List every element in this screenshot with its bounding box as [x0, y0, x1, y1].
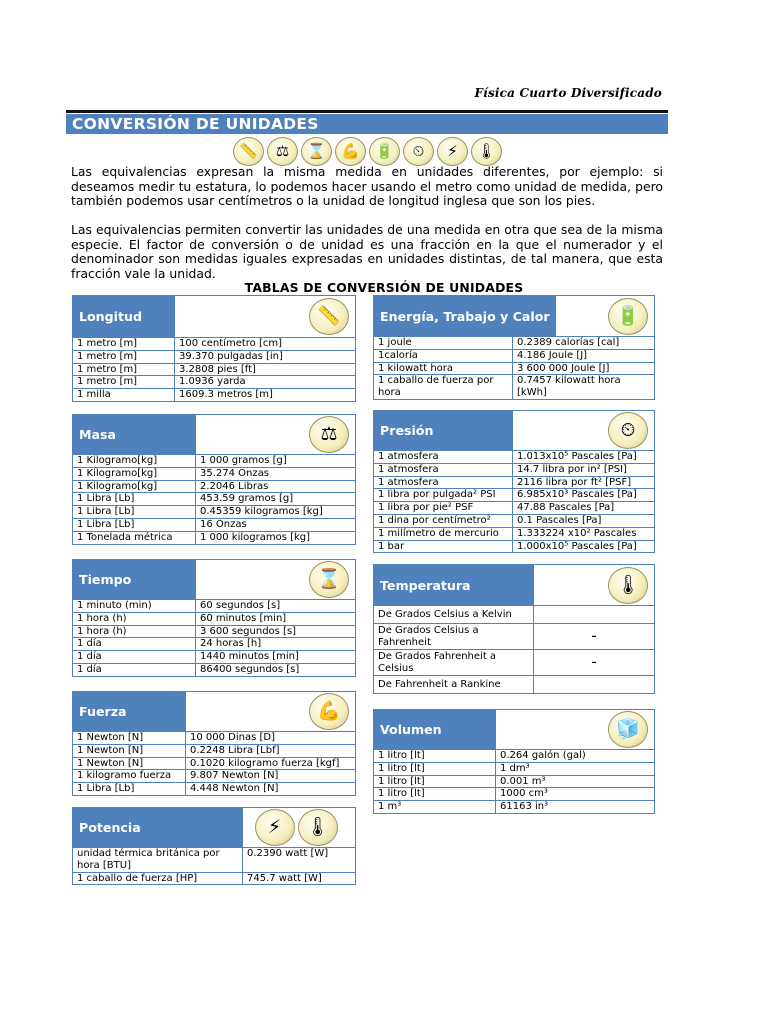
- strongman-icon: 💪: [335, 137, 366, 166]
- power-icon: ⚡: [437, 137, 468, 166]
- unit-cell: 1 Libra [Lb]: [73, 493, 196, 506]
- equivalence-cell: 3 600 000 Joule [J]: [513, 362, 655, 375]
- unit-cell: De Grados Celsius a Kelvin: [374, 606, 534, 624]
- unit-cell: 1 litro [lt]: [374, 775, 496, 788]
- table-row: [374, 349, 655, 362]
- table-row: [374, 775, 655, 788]
- table-title: Longitud: [73, 296, 175, 337]
- header-icons: [233, 137, 502, 166]
- table-row: [73, 638, 356, 651]
- energy-icon: 🔋: [608, 298, 648, 335]
- equivalence-cell: 1000 cm³: [496, 788, 655, 801]
- power-icon: ⚡: [255, 809, 295, 846]
- unit-cell: De Grados Celsius a Fahrenheit: [374, 624, 534, 650]
- unit-cell: 1 día: [73, 638, 196, 651]
- pressure-gauge-icon: ⏲: [403, 137, 434, 166]
- tables-title: TABLAS DE CONVERSIÓN DE UNIDADES: [244, 280, 524, 295]
- subject-header: Física Cuarto Diversificado: [474, 86, 662, 100]
- conversion-table: [72, 731, 356, 796]
- unit-cell: 1 metro [m]: [73, 350, 175, 363]
- conversion-table: [72, 454, 356, 545]
- equivalence-cell: 9.807 Newton [N]: [186, 770, 356, 783]
- table-row: [374, 540, 655, 553]
- scale-icon: ⚖: [267, 137, 298, 166]
- cube-icon: 🧊: [608, 711, 648, 748]
- table-row: [73, 848, 356, 873]
- equivalence-cell: 745.7 watt [W]: [243, 872, 356, 885]
- equivalence-cell: 10 000 Dinas [D]: [186, 732, 356, 745]
- equivalence-cell: 60 minutos [min]: [196, 612, 356, 625]
- unit-cell: 1 dina por centímetro²: [374, 514, 513, 527]
- unit-cell: 1 litro [lt]: [374, 788, 496, 801]
- unit-cell: 1 atmosfera: [374, 463, 513, 476]
- table-row: [374, 451, 655, 464]
- table-presion: [373, 410, 655, 553]
- unit-cell: 1caloría: [374, 349, 513, 362]
- unit-cell: 1 metro [m]: [73, 376, 175, 389]
- equivalence-cell: 0.7457 kilowatt hora [kWh]: [513, 375, 655, 400]
- thermometer-icon: 🌡: [471, 137, 502, 166]
- equivalence-cell: 0.1 Pascales [Pa]: [513, 514, 655, 527]
- ruler-icon: 📏: [309, 298, 349, 335]
- unit-cell: 1 Newton [N]: [73, 744, 186, 757]
- equivalence-cell: 453.59 gramos [g]: [196, 493, 356, 506]
- unit-cell: 1 metro [m]: [73, 338, 175, 351]
- equivalence-cell: 0.001 m³: [496, 775, 655, 788]
- unit-cell: unidad térmica británica por hora [BTU]: [73, 848, 243, 873]
- unit-cell: 1 metro [m]: [73, 363, 175, 376]
- table-row: [73, 518, 356, 531]
- pressure-gauge-icon: ⏲: [608, 412, 648, 449]
- table-row: [73, 872, 356, 885]
- table-row: [374, 362, 655, 375]
- equivalence-cell: 47.88 Pascales [Pa]: [513, 502, 655, 515]
- table-row: [374, 489, 655, 502]
- table-row: [73, 455, 356, 468]
- table-row: [374, 606, 655, 624]
- table-row: [374, 527, 655, 540]
- intro-paragraph-1: Las equivalencias expresan la misma medida en unidades diferentes, por ejemplo: si deseamos medir tu estatura, lo podemos hacer usando el metro como unidad de medida, pero también podemos usar centímetros o la unidad de longitud inglesa que son los pies.: [71, 164, 663, 209]
- table-row: [374, 624, 655, 650]
- conversion-table: [373, 749, 655, 814]
- unit-cell: 1 m³: [374, 801, 496, 814]
- table-longitud: [72, 295, 356, 402]
- table-row: [374, 801, 655, 814]
- table-row: [374, 476, 655, 489]
- table-row: [374, 502, 655, 515]
- equivalence-cell: 1 dm³: [496, 762, 655, 775]
- table-title: Energía, Trabajo y Calor: [374, 296, 556, 336]
- unit-cell: 1 Newton [N]: [73, 732, 186, 745]
- table-row: [73, 363, 356, 376]
- equivalence-cell: 1.0936 yarda: [175, 376, 356, 389]
- equivalence-cell: 14.7 libra por in² [PSI]: [513, 463, 655, 476]
- table-row: [73, 783, 356, 796]
- unit-cell: 1 Tonelada métrica: [73, 531, 196, 544]
- equivalence-cell: 1440 minutos [min]: [196, 651, 356, 664]
- table-masa: [72, 414, 356, 545]
- scale-icon: ⚖: [309, 416, 349, 453]
- equivalence-cell: 1 000 kilogramos [kg]: [196, 531, 356, 544]
- strongman-icon: 💪: [309, 693, 349, 730]
- unit-cell: 1 hora (h): [73, 612, 196, 625]
- table-row: [374, 514, 655, 527]
- unit-cell: 1 Kilogramo[kg]: [73, 455, 196, 468]
- table-row: [73, 732, 356, 745]
- equivalence-cell: 3.2808 pies [ft]: [175, 363, 356, 376]
- conversion-table: [373, 336, 655, 400]
- unit-cell: 1 día: [73, 651, 196, 664]
- equivalence-cell: 39.370 pulgadas [in]: [175, 350, 356, 363]
- table-title: Tiempo: [73, 560, 196, 599]
- equivalence-cell: 1 000 gramos [g]: [196, 455, 356, 468]
- unit-cell: 1 kilowatt hora: [374, 362, 513, 375]
- table-row: [374, 750, 655, 763]
- table-title: Temperatura: [374, 565, 534, 605]
- equivalence-cell: 60 segundos [s]: [196, 600, 356, 613]
- conversion-table: [72, 847, 356, 885]
- equivalence-cell: 0.2390 watt [W]: [243, 848, 356, 873]
- table-row: [73, 663, 356, 676]
- unit-cell: De Grados Fahrenheit a Celsius: [374, 650, 534, 676]
- hourglass-icon: ⌛: [301, 137, 332, 166]
- table-row: [374, 337, 655, 350]
- unit-cell: 1 Kilogramo[kg]: [73, 467, 196, 480]
- unit-cell: 1 Libra [Lb]: [73, 506, 196, 519]
- thermometer-icon: 🌡: [608, 567, 648, 604]
- intro-paragraph-2: Las equivalencias permiten convertir las unidades de una medida en otra que sea de la misma especie. El factor de conversión o de unidad es una fracción en la que el numerador y el denominador son medidas iguales expresadas en unidades distintas, de tal manera, que esta fracción vale la unidad.: [71, 222, 663, 281]
- table-row: [73, 467, 356, 480]
- unit-cell: 1 milímetro de mercurio: [374, 527, 513, 540]
- equivalence-cell: 86400 segundos [s]: [196, 663, 356, 676]
- equivalence-cell: 1.000x10⁵ Pascales [Pa]: [513, 540, 655, 553]
- equivalence-cell: 24 horas [h]: [196, 638, 356, 651]
- table-row: [73, 493, 356, 506]
- unit-cell: 1 Kilogramo[kg]: [73, 480, 196, 493]
- table-row: [73, 531, 356, 544]
- table-row: [73, 612, 356, 625]
- equivalence-cell: –: [534, 624, 655, 650]
- unit-cell: 1 Libra [Lb]: [73, 783, 186, 796]
- unit-cell: 1 libra por pie² PSF: [374, 502, 513, 515]
- conversion-table: [373, 450, 655, 553]
- equivalence-cell: 16 Onzas: [196, 518, 356, 531]
- table-energia: [373, 295, 655, 400]
- equivalence-cell: 1.333224 x10² Pascales: [513, 527, 655, 540]
- conversion-table: [373, 605, 655, 694]
- table-row: [73, 600, 356, 613]
- unit-cell: De Fahrenheit a Rankine: [374, 676, 534, 694]
- equivalence-cell: 1.013x10⁵ Pascales [Pa]: [513, 451, 655, 464]
- equivalence-cell: 1609.3 metros [m]: [175, 389, 356, 402]
- unit-cell: 1 kilogramo fuerza: [73, 770, 186, 783]
- table-row: [374, 676, 655, 694]
- unit-cell: 1 atmosfera: [374, 451, 513, 464]
- unit-cell: 1 hora (h): [73, 625, 196, 638]
- table-row: [374, 375, 655, 400]
- table-row: [73, 651, 356, 664]
- equivalence-cell: 0.2248 Libra [Lbf]: [186, 744, 356, 757]
- header-rule: [66, 110, 668, 113]
- equivalence-cell: 4.186 Joule [J]: [513, 349, 655, 362]
- unit-cell: 1 día: [73, 663, 196, 676]
- unit-cell: 1 litro [lt]: [374, 750, 496, 763]
- equivalence-cell: 2.2046 Libras: [196, 480, 356, 493]
- equivalence-cell: [534, 676, 655, 694]
- table-title: Fuerza: [73, 692, 186, 731]
- equivalence-cell: 0.45359 kilogramos [kg]: [196, 506, 356, 519]
- unit-cell: 1 Libra [Lb]: [73, 518, 196, 531]
- table-row: [73, 757, 356, 770]
- hourglass-icon: ⌛: [309, 561, 349, 598]
- unit-cell: 1 atmosfera: [374, 476, 513, 489]
- equivalence-cell: –: [534, 650, 655, 676]
- equivalence-cell: 0.264 galón (gal): [496, 750, 655, 763]
- equivalence-cell: 6.985x10³ Pascales [Pa]: [513, 489, 655, 502]
- table-row: [374, 650, 655, 676]
- thermometer-icon: 🌡: [298, 809, 338, 846]
- unit-cell: 1 milla: [73, 389, 175, 402]
- equivalence-cell: 100 centímetro [cm]: [175, 338, 356, 351]
- table-row: [73, 770, 356, 783]
- equivalence-cell: 3 600 segundos [s]: [196, 625, 356, 638]
- conversion-table: [72, 337, 356, 402]
- equivalence-cell: [534, 606, 655, 624]
- table-row: [374, 762, 655, 775]
- table-fuerza: [72, 691, 356, 796]
- unit-cell: 1 bar: [374, 540, 513, 553]
- equivalence-cell: 4.448 Newton [N]: [186, 783, 356, 796]
- table-title: Presión: [374, 411, 513, 450]
- table-temperatura: [373, 564, 655, 694]
- table-row: [73, 376, 356, 389]
- unit-cell: 1 minuto (min): [73, 600, 196, 613]
- table-row: [73, 338, 356, 351]
- table-title: Masa: [73, 415, 196, 454]
- table-potencia: [72, 807, 356, 885]
- unit-cell: 1 libra por pulgada² PSI: [374, 489, 513, 502]
- unit-cell: 1 Newton [N]: [73, 757, 186, 770]
- unit-cell: 1 litro [lt]: [374, 762, 496, 775]
- table-row: [374, 788, 655, 801]
- energy-icon: 🔋: [369, 137, 400, 166]
- conversion-table: [72, 599, 356, 677]
- table-tiempo: [72, 559, 356, 677]
- table-row: [73, 625, 356, 638]
- page-title: CONVERSIÓN DE UNIDADES: [66, 114, 668, 134]
- table-row: [73, 389, 356, 402]
- unit-cell: 1 joule: [374, 337, 513, 350]
- equivalence-cell: 0.2389 calorías [cal]: [513, 337, 655, 350]
- equivalence-cell: 35.274 Onzas: [196, 467, 356, 480]
- unit-cell: 1 caballo de fuerza por hora: [374, 375, 513, 400]
- table-row: [73, 506, 356, 519]
- ruler-icon: 📏: [233, 137, 264, 166]
- table-volumen: [373, 709, 655, 814]
- equivalence-cell: 0.1020 kilogramo fuerza [kgf]: [186, 757, 356, 770]
- table-row: [73, 480, 356, 493]
- table-row: [73, 350, 356, 363]
- table-row: [73, 744, 356, 757]
- equivalence-cell: 2116 libra por ft² [PSF]: [513, 476, 655, 489]
- unit-cell: 1 caballo de fuerza [HP]: [73, 872, 243, 885]
- table-title: Potencia: [73, 808, 243, 847]
- table-title: Volumen: [374, 710, 496, 749]
- table-row: [374, 463, 655, 476]
- equivalence-cell: 61163 in³: [496, 801, 655, 814]
